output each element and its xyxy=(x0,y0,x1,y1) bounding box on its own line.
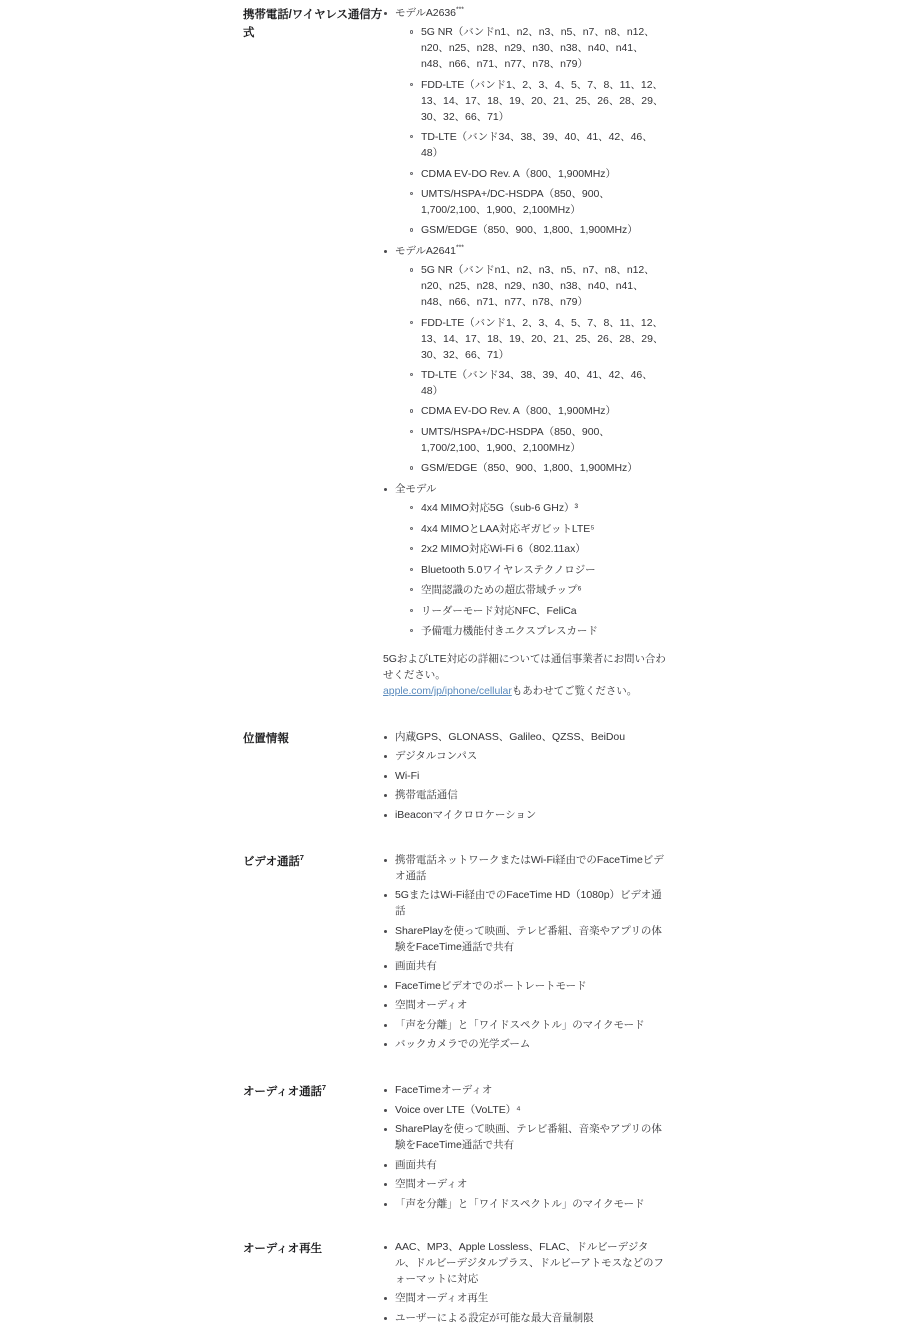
list-item: 画面共有 xyxy=(383,1158,668,1174)
section-heading-label: オーディオ通話 xyxy=(243,1086,322,1099)
list-item: GSM/EDGE（850、900、1,800、1,900MHz） xyxy=(409,461,668,477)
list-item: iBeaconマイクロロケーション xyxy=(383,808,668,824)
spec-list xyxy=(383,1083,668,1212)
list-item-label: 全モデル xyxy=(395,482,437,495)
list-item: 4x4 MIMOとLAA対応ギガビットLTE⁵ xyxy=(409,522,668,538)
spec-section-video-calling xyxy=(0,853,900,1056)
spec-list xyxy=(383,853,668,1053)
list-item: 5GまたはWi‑Fi経由でのFaceTime HD（1080p）ビデオ通話 xyxy=(383,888,668,920)
spec-section-location xyxy=(0,730,900,827)
list-item: 「声を分離」と「ワイドスペクトル」のマイクモード xyxy=(383,1197,668,1213)
list-item: リーダーモード対応NFC、FeliCa xyxy=(409,604,668,620)
list-item: UMTS/HSPA+/DC‑HSDPA（850、900、1,700/2,100、1,900、2,100MHz） xyxy=(409,425,668,457)
list-item-label: モデルA2641 xyxy=(395,244,456,257)
section-heading: 位置情報 xyxy=(243,732,289,745)
list-item: SharePlayを使って映画、テレビ番組、音楽やアプリの体験をFaceTime通話で共有 xyxy=(383,924,668,956)
list-item xyxy=(383,482,668,640)
spec-section-audio-calling xyxy=(0,1083,900,1216)
section-heading-label: ビデオ通話 xyxy=(243,855,300,868)
list-item: 携帯電話ネットワークまたはWi‑Fi経由でのFaceTimeビデオ通話 xyxy=(383,853,668,885)
list-item: 空間オーディオ xyxy=(383,998,668,1014)
list-item: 空間オーディオ再生 xyxy=(383,1291,668,1307)
list-item: FDD‑LTE（バンド1、2、3、4、5、7、8、11、12、13、14、17、18、19、20、21、25、26、28、29、30、32、66、71） xyxy=(409,78,668,126)
list-item: TD‑LTE（バンド34、38、39、40、41、42、46、48） xyxy=(409,368,668,400)
list-item: 携帯電話通信 xyxy=(383,788,668,804)
note-line-2-tail: もあわせてご覧ください。 xyxy=(511,685,638,698)
footnote-marker: 7 xyxy=(321,1083,327,1093)
section-content xyxy=(383,1083,668,1216)
spec-list xyxy=(383,730,668,824)
list-item: CDMA EV‑DO Rev. A（800、1,900MHz） xyxy=(409,404,668,420)
section-heading: 携帯電話/ワイヤレス通信方式 xyxy=(243,9,383,39)
section-heading xyxy=(243,1083,383,1102)
list-item xyxy=(383,244,668,477)
list-item: UMTS/HSPA+/DC‑HSDPA（850、900、1,700/2,100、1,900、2,100MHz） xyxy=(409,187,668,219)
list-item: 「声を分離」と「ワイドスペクトル」のマイクモード xyxy=(383,1018,668,1034)
list-item: Bluetooth 5.0ワイヤレステクノロジー xyxy=(409,563,668,579)
list-item: SharePlayを使って映画、テレビ番組、音楽やアプリの体験をFaceTime通話で共有 xyxy=(383,1122,668,1154)
list-item: 画面共有 xyxy=(383,959,668,975)
list-item-label: モデルA2636 xyxy=(395,7,456,19)
list-item: 空間オーディオ xyxy=(383,1177,668,1193)
list-item: Wi‑Fi xyxy=(383,769,668,785)
list-item: 4x4 MIMO対応5G（sub‑6 GHz）³ xyxy=(409,501,668,517)
list-item: TD‑LTE（バンド34、38、39、40、41、42、46、48） xyxy=(409,130,668,162)
list-item: FaceTimeビデオでのポートレートモード xyxy=(383,979,668,995)
spec-list xyxy=(383,1240,668,1327)
list-item: バックカメラでの光学ズーム xyxy=(383,1037,668,1053)
footnote-marker: *** xyxy=(455,244,464,252)
note-line-1: 5GおよびLTE対応の詳細については通信事業者にお問い合わせください。 xyxy=(383,652,666,682)
spec-sublist xyxy=(395,25,668,239)
spec-sublist xyxy=(395,263,668,477)
section-heading: オーディオ再生 xyxy=(243,1243,322,1256)
list-item: ユーザーによる設定が可能な最大音量制限 xyxy=(383,1311,668,1327)
footnote-marker: *** xyxy=(455,6,464,14)
spec-section-cellular-wireless xyxy=(0,6,900,700)
list-item: デジタルコンパス xyxy=(383,749,668,765)
footnote-marker: 7 xyxy=(299,853,304,863)
cellular-info-link[interactable]: apple.com/jp/iphone/cellular xyxy=(383,685,512,698)
spec-section-audio-playback xyxy=(0,1240,900,1330)
section-note xyxy=(383,651,668,700)
list-item: FaceTimeオーディオ xyxy=(383,1083,668,1099)
list-item: AAC、MP3、Apple Lossless、FLAC、ドルビーデジタル、ドルビーデジタルプラス、ドルビーアトモスなどのフォーマットに対応 xyxy=(383,1240,668,1288)
list-item: Voice over LTE（VoLTE）⁴ xyxy=(383,1103,668,1119)
section-content xyxy=(383,853,668,1056)
list-item: 内蔵GPS、GLONASS、Galileo、QZSS、BeiDou xyxy=(383,730,668,746)
list-item: 5G NR（バンドn1、n2、n3、n5、n7、n8、n12、n20、n25、n28、n29、n30、n38、n40、n41、n48、n66、n71、n77、n78、n79） xyxy=(409,25,668,73)
list-item: 5G NR（バンドn1、n2、n3、n5、n7、n8、n12、n20、n25、n28、n29、n30、n38、n40、n41、n48、n66、n71、n77、n78、n79） xyxy=(409,263,668,311)
section-content xyxy=(383,1240,668,1330)
spec-sublist xyxy=(395,501,668,640)
list-item: FDD‑LTE（バンド1、2、3、4、5、7、8、11、12、13、14、17、18、19、20、21、25、26、28、29、30、32、66、71） xyxy=(409,316,668,364)
list-item: 予備電力機能付きエクスプレスカード xyxy=(409,624,668,640)
spec-list xyxy=(383,6,668,640)
list-item xyxy=(383,6,668,239)
list-item: 空間認識のための超広帯域チップ⁶ xyxy=(409,583,668,599)
list-item: 2x2 MIMO対応Wi‑Fi 6（802.11ax） xyxy=(409,542,668,558)
list-item: CDMA EV‑DO Rev. A（800、1,900MHz） xyxy=(409,167,668,183)
section-heading xyxy=(243,853,383,872)
list-item: GSM/EDGE（850、900、1,800、1,900MHz） xyxy=(409,223,668,239)
section-content xyxy=(383,730,668,827)
section-content xyxy=(383,6,668,700)
